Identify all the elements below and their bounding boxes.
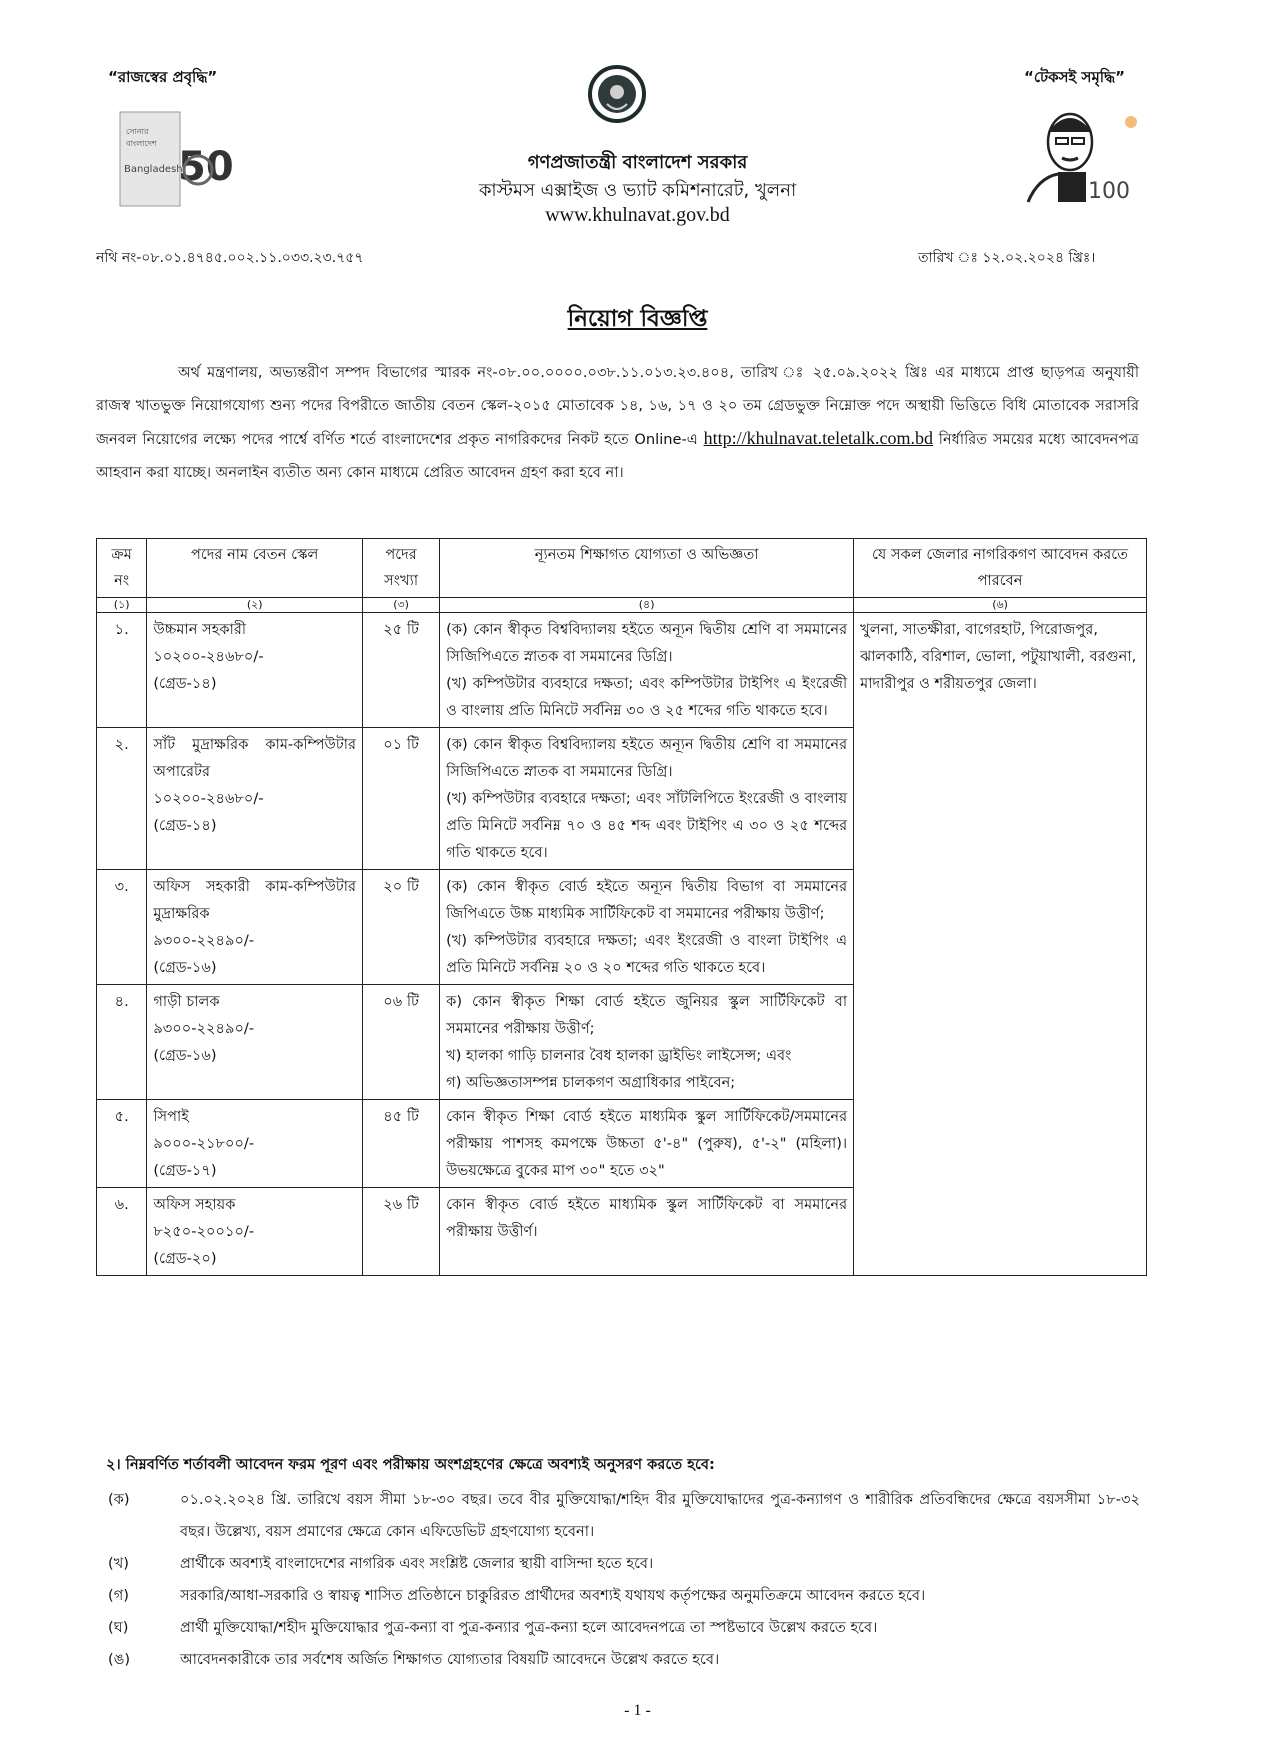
grade: (গ্রেড-১৬) bbox=[153, 959, 217, 976]
office-name: কাস্টমস এক্সাইজ ও ভ্যাট কমিশনারেট, খুলনা bbox=[478, 180, 797, 201]
row-qualification bbox=[440, 728, 854, 870]
header-districts: যে সকল জেলার নাগরিকগণ আবেদন করতে পারবেন bbox=[854, 539, 1147, 598]
government-name: গণপ্রজাতন্ত্রী বাংলাদেশ সরকার bbox=[527, 152, 748, 173]
condition-text: সরকারি/আধা-সরকারি ও স্বায়ত্ব শাসিত প্রতিষ্ঠানে চাকুরিরত প্রার্থীদের অবশ্যই যথাযথ কর্তৃপক্ষের অনুমতিক্রমে আবেদন করতে হবে। bbox=[180, 1587, 926, 1604]
row-post bbox=[147, 613, 363, 728]
intro-part1: অর্থ মন্ত্রণালয়, অভ্যন্তরীণ সম্পদ বিভাগের স্মারক নং-০৮.০০.০০০০.০৩৮.১১.০১৩.২৩.৪০৪, তারিখ ঃ ২৫.০৯.২০২২ খ্রিঃ এর মাধ্যমে প্রাপ্ত ছাড়পত্র অনুযায়ী রাজস্ব খাতভুক্ত নিয়োগযোগ্য শুন্য পদের বিপরীতে জাতীয় বেতন স্কেল-২০১৫ মোতাবেক ১৪, ১৬, ১৭ ও ২০ তম গ্রেডভুক্ত নিম্নোক্ত পদে অস্থায়ী ভিত্তিতে বিধি মোতাবেক সরাসরি জনবল নিয়োগের লক্ষ্যে পদের পার্শ্বে বর্ণিত শর্তে বাংলাদেশের প্রকৃত নাগরিকদের নিকট হতে Online-এ bbox=[96, 364, 1139, 448]
col-number: (২) bbox=[147, 598, 363, 613]
row-post bbox=[147, 985, 363, 1100]
col-number: (১) bbox=[97, 598, 147, 613]
qualification-item: কোন স্বীকৃত শিক্ষা বোর্ড হইতে মাধ্যমিক স্কুল সার্টিফিকেট/সমমানের পরীক্ষায় পাশসহ কমপক্ষে উচ্চতা ৫'-৪" (পুরুষ), ৫'-২" (মহিলা)। উভয়ক্ষেত্রে বুকের মাপ ৩০" হতে ৩২" bbox=[446, 1108, 848, 1179]
left-logo-text: Bangladesh bbox=[124, 164, 183, 175]
grade: (গ্রেড-২০) bbox=[153, 1250, 217, 1267]
application-link[interactable]: http://khulnavat.teletalk.com.bd bbox=[703, 428, 934, 448]
grade: (গ্রেড-১৪) bbox=[153, 675, 217, 692]
condition-label: (ক) bbox=[108, 1491, 130, 1508]
row-count: ০৬ টি bbox=[363, 985, 440, 1100]
condition-text: প্রার্থীকে অবশ্যই বাংলাদেশের নাগরিক এবং সংশ্লিষ্ট জেলার স্থায়ী বাসিন্দা হতে হবে। bbox=[180, 1555, 654, 1572]
post-name: অফিস সহায়ক bbox=[153, 1196, 236, 1213]
condition-label: (ঙ) bbox=[108, 1651, 131, 1668]
row-serial: ৬. bbox=[97, 1188, 147, 1276]
row-qualification bbox=[440, 1100, 854, 1188]
pay-scale: ৯৩০০-২২৪৯০/- bbox=[153, 1020, 255, 1037]
header-count: পদের সংখ্যা bbox=[363, 539, 440, 598]
mujib-100-portrait-icon bbox=[1018, 98, 1148, 206]
table-row bbox=[97, 613, 1147, 728]
qualification-item: গ) অভিজ্ঞতাসম্পন্ন চালকগণ অগ্রাধিকার পাইবেন; bbox=[446, 1074, 736, 1091]
row-count: ২০ টি bbox=[363, 870, 440, 985]
intro-paragraph bbox=[96, 356, 1139, 489]
condition-text: ০১.০২.২০২৪ খ্রি. তারিখে বয়স সীমা ১৮-৩০ বছর। তবে বীর মুক্তিযোদ্ধা/শহিদ বীর মুক্তিযোদ্ধাদের পুত্র-কন্যাগণ ও শারীরিক প্রতিবন্ধিদের ক্ষেত্রে বয়সসীমা ১৮-৩২ বছর। উল্লেখ্য, বয়স প্রমাণের ক্ষেত্রে কোন এফিডেভিট গ্রহণযোগ্য হবেনা। bbox=[180, 1491, 1140, 1540]
condition-label: (ঘ) bbox=[108, 1619, 129, 1636]
qualification-item: কোন স্বীকৃত বোর্ড হইতে মাধ্যমিক স্কুল সার্টিফিকেট বা সমমানের পরীক্ষায় উত্তীর্ণ। bbox=[446, 1196, 848, 1240]
post-name: উচ্চমান সহকারী bbox=[153, 621, 247, 638]
row-serial: ৫. bbox=[97, 1100, 147, 1188]
col-number: (৩) bbox=[363, 598, 440, 613]
row-post bbox=[147, 870, 363, 985]
qualification-item: (খ) কম্পিউটার ব্যবহারে দক্ষতা; এবং কম্পিউটার টাইপিং এ ইংরেজী ও বাংলায় প্রতি মিনিটে সর্বনিম্ন ৩০ ও ২৫ শব্দের গতি থাকতে হবে। bbox=[446, 675, 848, 719]
grade: (গ্রেড-১৭) bbox=[153, 1162, 217, 1179]
qualification-item: খ) হালকা গাড়ি চালনার বৈধ হালকা ড্রাইভিং লাইসেন্স; এবং bbox=[446, 1047, 792, 1064]
qualification-item: (ক) কোন স্বীকৃত বিশ্ববিদ্যালয় হইতে অন্যূন দ্বিতীয় শ্রেণি বা সমমানের সিজিপিএতে স্নাতক বা সমমানের ডিগ্রি। bbox=[446, 621, 848, 665]
qualification-item: (ক) কোন স্বীকৃত বিশ্ববিদ্যালয় হইতে অন্যূন দ্বিতীয় শ্রেণি বা সমমানের সিজিপিএতে স্নাতক বা সমমানের ডিগ্রি। bbox=[446, 736, 848, 780]
svg-text:বাংলাদেশ: বাংলাদেশ bbox=[126, 139, 157, 148]
condition-text: প্রার্থী মুক্তিযোদ্ধা/শহীদ মুক্তিযোদ্ধার পুত্র-কন্যা বা পুত্র-কন্যার পুত্র-কন্যা হলে আবেদনপত্রে তা স্পষ্টভাবে উল্লেখ করতে হবে। bbox=[180, 1619, 878, 1636]
condition-label: (খ) bbox=[108, 1555, 129, 1572]
qualification-item: ক) কোন স্বীকৃত শিক্ষা বোর্ড হইতে জুনিয়র স্কুল সার্টিফিকেট বা সমমানের পরীক্ষায় উত্তীর্ণ; bbox=[446, 993, 848, 1037]
table-header-row bbox=[97, 539, 1147, 598]
conditions-heading: ২। নিম্নবর্ণিত শর্তাবলী আবেদন ফরম পূরণ এবং পরীক্ষায় অংশগ্রহণের ক্ষেত্রে অবশ্যই অনুসরণ করতে হবে: bbox=[106, 1456, 715, 1473]
row-serial: ৪. bbox=[97, 985, 147, 1100]
row-districts: খুলনা, সাতক্ষীরা, বাগেরহাট, পিরোজপুর, ঝালকাঠি, বরিশাল, ভোলা, পটুয়াখালী, বরগুনা, মাদারীপুর ও শরীয়তপুর জেলা। bbox=[854, 613, 1147, 1276]
pay-scale: ১০২০০-২৪৬৮০/- bbox=[153, 648, 264, 665]
qualification-item: (খ) কম্পিউটার ব্যবহারে দক্ষতা; এবং সাঁটলিপিতে ইংরেজী ও বাংলায় প্রতি মিনিটে সর্বনিম্ন ৭০ ও ৪৫ শব্দ এবং টাইপিং এ ৩০ ও ২৫ শব্দের গতি থাকতে হবে। bbox=[446, 790, 848, 861]
pay-scale: ১০২০০-২৪৬৮০/- bbox=[153, 790, 264, 807]
row-count: ২৫ টি bbox=[363, 613, 440, 728]
qualification-item: (ক) কোন স্বীকৃত বোর্ড হইতে অন্যূন দ্বিতীয় বিভাগ বা সমমানের জিপিএতে উচ্চ মাধ্যমিক সার্টিফিকেট বা সমমানের পরীক্ষায় উত্তীর্ণ; bbox=[446, 878, 848, 922]
row-qualification bbox=[440, 985, 854, 1100]
col-number: (৬) bbox=[854, 598, 1147, 613]
row-qualification bbox=[440, 1188, 854, 1276]
page-title: নিয়োগ বিজ্ঞপ্তি bbox=[567, 306, 708, 332]
memo-number: নথি নং-০৮.০১.৪৭৪৫.০০২.১১.০৩৩.২৩.৭৫৭ bbox=[96, 250, 364, 266]
post-name: গাড়ী চালক bbox=[153, 993, 220, 1010]
right-motto: “টেকসই সমৃদ্ধি” bbox=[1024, 68, 1125, 86]
pay-scale: ৯০০০-২১৮০০/- bbox=[153, 1135, 255, 1152]
government-emblem-icon bbox=[587, 62, 647, 128]
svg-text:সোনার: সোনার bbox=[126, 127, 149, 136]
memo-date: তারিখ ঃ ১২.০২.২০২৪ খ্রিঃ। bbox=[918, 250, 1096, 266]
row-post bbox=[147, 1188, 363, 1276]
header-post: পদের নাম বেতন স্কেল bbox=[147, 539, 363, 598]
row-qualification bbox=[440, 870, 854, 985]
row-serial: ৩. bbox=[97, 870, 147, 985]
row-serial: ১. bbox=[97, 613, 147, 728]
row-count: ২৬ টি bbox=[363, 1188, 440, 1276]
grade: (গ্রেড-১৬) bbox=[153, 1047, 217, 1064]
intro-part2: নির্ধারিত সময়ের মধ্যে আবেদনপত্র আহবান করা যাচ্ছে। অনলাইন ব্যতীত অন্য কোন মাধ্যমে প্রেরিত আবেদন গ্রহণ করা হবে না। bbox=[96, 431, 1140, 481]
header-qualification: ন্যূনতম শিক্ষাগত যোগ্যতা ও অভিজ্ঞতা bbox=[440, 539, 854, 598]
post-name: সাঁট মুদ্রাক্ষরিক কাম-কম্পিউটার অপারেটর bbox=[153, 736, 357, 780]
website-link[interactable]: www.khulnavat.gov.bd bbox=[545, 204, 730, 226]
row-post bbox=[147, 1100, 363, 1188]
row-count: ৪৫ টি bbox=[363, 1100, 440, 1188]
pay-scale: ৮২৫০-২০০১০/- bbox=[153, 1223, 255, 1240]
row-qualification bbox=[440, 613, 854, 728]
left-motto: “রাজস্বের প্রবৃদ্ধি” bbox=[108, 68, 218, 86]
left-logo-number: 50 bbox=[178, 144, 234, 190]
row-post bbox=[147, 728, 363, 870]
row-serial: ২. bbox=[97, 728, 147, 870]
condition-label: (গ) bbox=[108, 1587, 129, 1604]
qualification-item: (খ) কম্পিউটার ব্যবহারে দক্ষতা; এবং ইংরেজী ও বাংলা টাইপিং এ প্রতি মিনিটে সর্বনিম্ন ২০ ও ২০ শব্দের গতি থাকতে হবে। bbox=[446, 932, 848, 976]
post-name: অফিস সহকারী কাম-কম্পিউটার মুদ্রাক্ষরিক bbox=[153, 878, 357, 922]
vacancy-table bbox=[96, 538, 1147, 1276]
column-number-row bbox=[97, 598, 1147, 613]
row-count: ০১ টি bbox=[363, 728, 440, 870]
page-number: - 1 - bbox=[624, 1702, 651, 1719]
condition-text: আবেদনকারীকে তার সর্বশেষ অর্জিত শিক্ষাগত যোগ্যতার বিষয়টি আবেদনে উল্লেখ করতে হবে। bbox=[180, 1651, 720, 1668]
right-logo-number: 100 bbox=[1088, 179, 1130, 204]
pay-scale: ৯৩০০-২২৪৯০/- bbox=[153, 932, 255, 949]
post-name: সিপাই bbox=[153, 1108, 189, 1125]
header-serial: ক্রম নং bbox=[97, 539, 147, 598]
grade: (গ্রেড-১৪) bbox=[153, 817, 217, 834]
col-number: (৪) bbox=[440, 598, 854, 613]
